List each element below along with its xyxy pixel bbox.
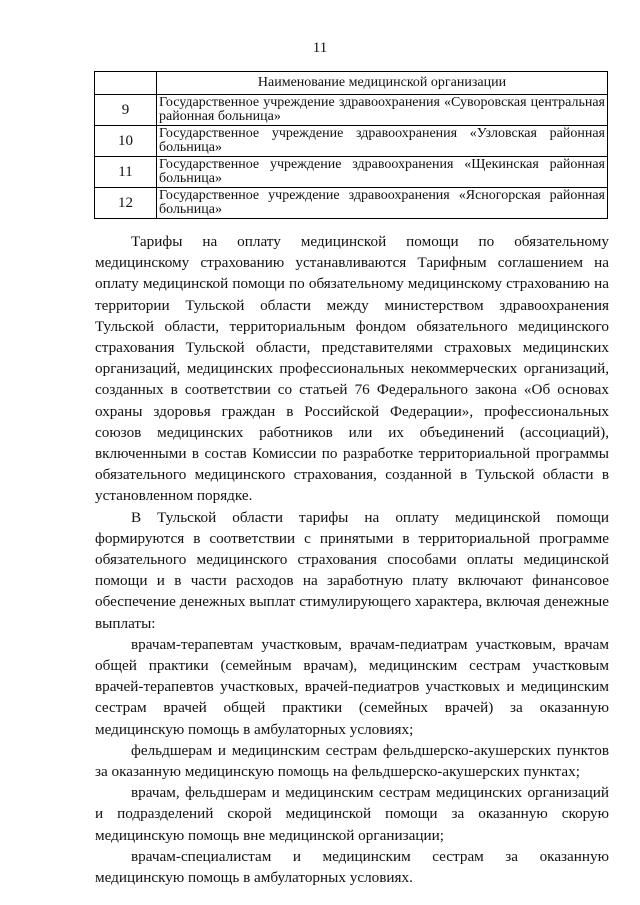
- table-header-row: [95, 72, 608, 95]
- row-number: 11: [95, 157, 157, 188]
- organization-name: Государственное учреждение здравоохранения «Суворовская центральная районная больница»: [157, 95, 608, 126]
- row-number: 10: [95, 126, 157, 157]
- row-number: 12: [95, 188, 157, 219]
- row-number: 9: [95, 95, 157, 126]
- organization-name: Государственное учреждение здравоохранения «Ясногорская районная больница»: [157, 188, 608, 219]
- paragraph-feldsher-points: фельдшерам и медицинским сестрам фельдшерско-акушерских пунктов за оказанную медицинскую помощь на фельдшерско-акушерских пунктах;: [95, 741, 609, 781]
- table-row: [95, 95, 608, 126]
- table-row: [95, 126, 608, 157]
- body-text: [95, 231, 609, 888]
- organizations-table: [94, 71, 608, 219]
- table-row: [95, 157, 608, 188]
- organization-name: Государственное учреждение здравоохранения «Щекинская районная больница»: [157, 157, 608, 188]
- table-row: [95, 188, 608, 219]
- paragraph-tariff-formation: В Тульской области тарифы на оплату медицинской помощи формируются в соответствии с принятыми в территориальной программе обязательного медицинского страхования способами оплаты медицинской помощи и в части расходов на заработную плату включают финансовое обеспечение денежных выплат стимулирующего характера, включая денежные выплаты:: [95, 508, 609, 632]
- paragraph-tariffs: Тарифы на оплату медицинской помощи по обязательному медицинскому страхованию устанавливаются Тарифным соглашением на оплату медицинской помощи по обязательному медицинскому страхованию на территории Тульской области между министерством здравоохранения Тульской области, территориальным фондом обязательного медицинского страхования Тульской области, представителями страховых медицинских организаций, медицинских профессиональных некоммерческих организаций, созданных в соответствии со статьей 76 Федерального закона «Об основах охраны здоровья граждан в Российской Федерации», профессиональных союзов медицинских работников или их объединений (ассоциаций), включенными в состав Комиссии по разработке территориальной программы обязательного медицинского страхования, созданной в Тульской области в установленном порядке.: [95, 233, 609, 505]
- page-number: 11: [312, 40, 328, 56]
- table-header-name-cell: Наименование медицинской организации: [157, 72, 608, 95]
- organization-name: Государственное учреждение здравоохранения «Узловская районная больница»: [157, 126, 608, 157]
- paragraph-emergency-care: врачам, фельдшерам и медицинским сестрам медицинских организаций и подразделений скорой медицинской помощи за оказанную скорую медицинскую помощь вне медицинской организации;: [95, 784, 609, 844]
- paragraph-specialists: врачам-специалистам и медицинским сестрам за оказанную медицинскую помощь в амбулаторных условиях.: [95, 847, 609, 887]
- table-header-num-cell: [95, 72, 157, 95]
- paragraph-district-doctors: врачам-терапевтам участковым, врачам-педиатрам участковым, врачам общей практики (семейным врачам), медицинским сестрам участковым врачей-терапевтов участковых, врачей-педиатров участковых и медицинским сестрам врачей общей практики (семейных врачей) за оказанную медицинскую помощь в амбулаторных условиях;: [95, 635, 609, 738]
